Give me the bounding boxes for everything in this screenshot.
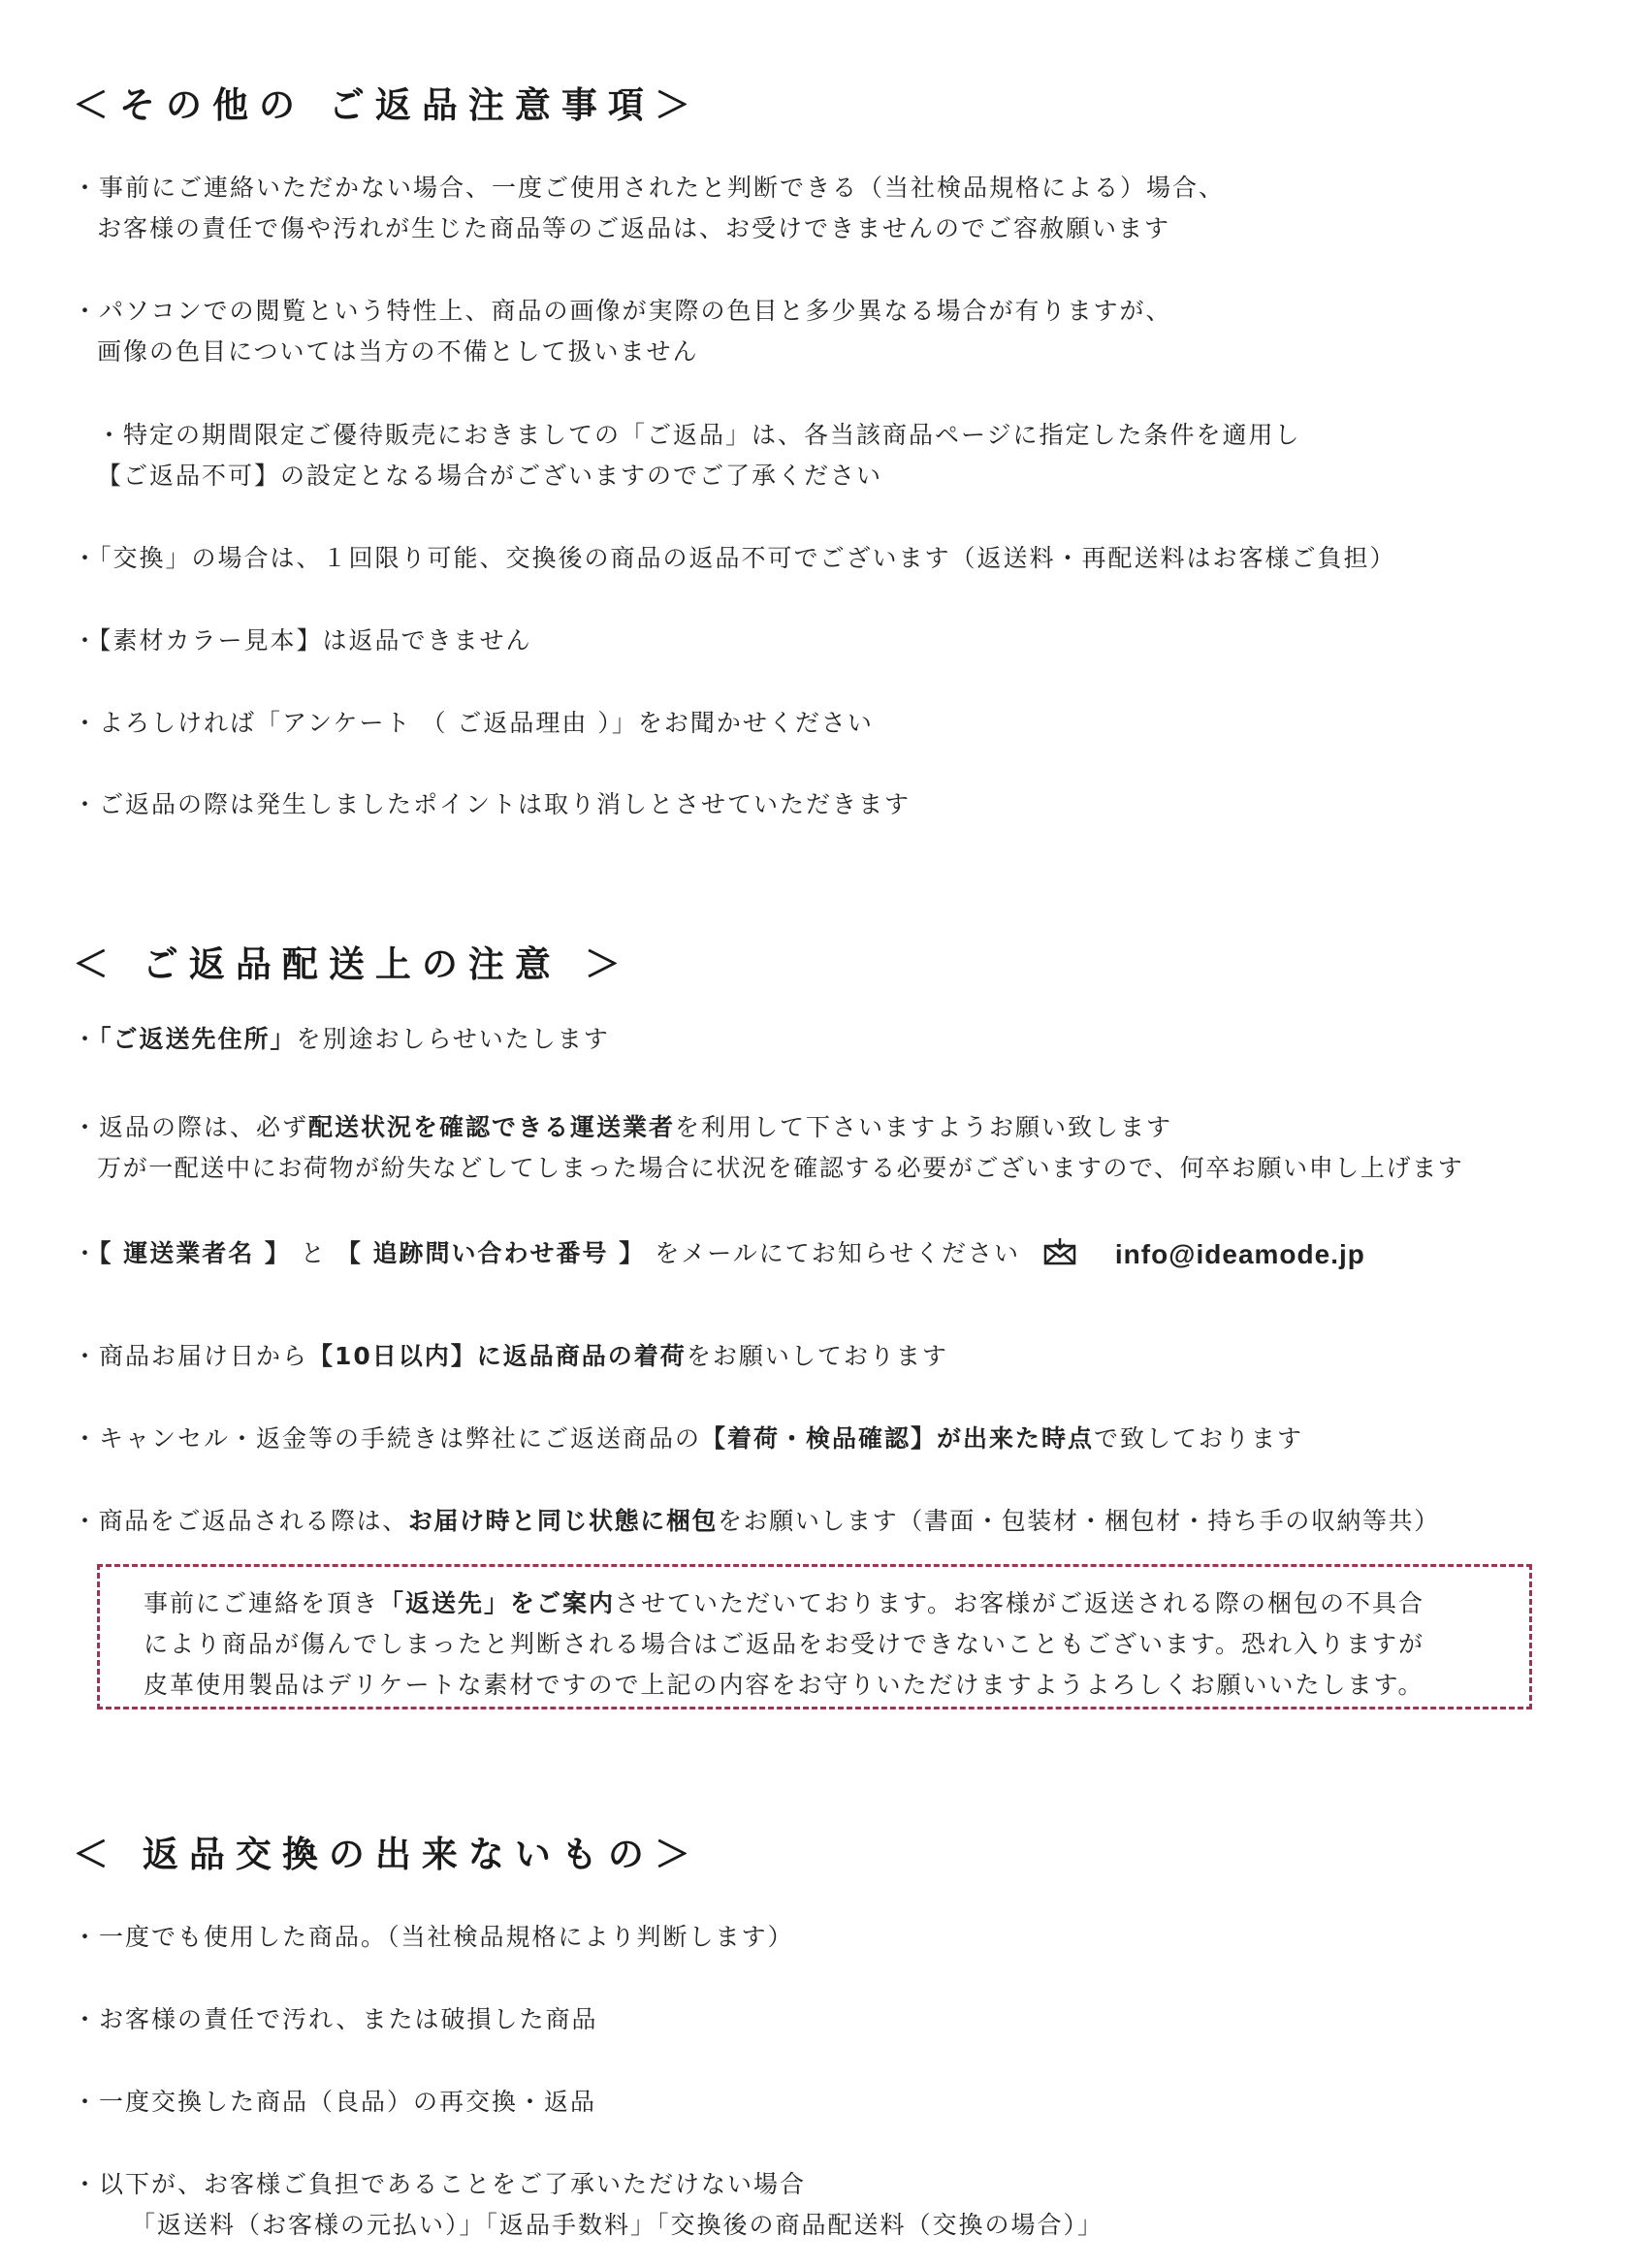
- carrier-line-2: 万が一配送中にお荷物が紛失などしてしまった場合に状況を確認する必要がございますので、何卒お願い申し上げます: [97, 1154, 1464, 1182]
- list-item: 画像の色目については当方の不備として扱いません: [97, 337, 699, 366]
- list-item: ・事前にご連絡いただかない場合、一度ご使用されたと判断できる（当社検品規格による）場合、: [73, 174, 1226, 202]
- carrier-line: ・返品の際は、必ず配送状況を確認できる運送業者を利用して下さいますようお願い致します: [73, 1113, 1173, 1141]
- list-item: 【ご返品不可】の設定となる場合がございますのでご了承ください: [97, 462, 883, 490]
- list-item: ・以下が、お客様ご負担であることをご了承いただけない場合: [73, 2170, 807, 2198]
- packing-notice-box: [97, 1564, 1532, 1709]
- section-heading-other-return-notes: ＜その他の ご返品注意事項＞: [73, 84, 701, 126]
- list-item: ・よろしければ「アンケート （ ご返品理由 ）」をお聞かせください: [73, 709, 874, 737]
- list-item: ・ご返品の際は発生しましたポイントは取り消しとさせていただきます: [73, 790, 912, 818]
- list-item: ・お客様の責任で汚れ、または破損した商品: [73, 2005, 598, 2033]
- notice-line-2: により商品が傷んでしまったと判断される場合はご返品をお受けできないこともございます。恐れ入りますが: [144, 1630, 1425, 1658]
- return-address-line: ・「ご返送先住所」を別途おしらせいたします: [73, 1025, 610, 1053]
- contact-email-link[interactable]: info@ideamode.jp: [1114, 1239, 1365, 1269]
- list-item: ・「交換」の場合は、１回限り可能、交換後の商品の返品不可でございます（返送料・再配送料はお客様ご負担）: [73, 544, 1396, 572]
- section-heading-shipping-notes: ＜ ご返品配送上の注意 ＞: [73, 943, 631, 985]
- packing-instruction-line: ・商品をご返品される際は、お届け時と同じ状態に梱包をお願いします（書面・包装材・梱包材・持ち手の収納等共）: [73, 1507, 1440, 1535]
- refund-procedure-line: ・キャンセル・返金等の手続きは弊社にご返送商品の【着荷・検品確認】が出来た時点で致しております: [73, 1424, 1304, 1453]
- list-item: 「返送料（お客様の元払い）」「返品手数料」「交換後の商品配送料（交換の場合）」: [131, 2211, 1104, 2239]
- envelope-icon: [1043, 1238, 1076, 1271]
- list-item: ・【素材カラー見本】は返品できません: [73, 626, 532, 655]
- notice-line-1: 事前にご連絡を頂き「返送先」をご案内させていただいております。お客様がご返送される際の梱包の不具合: [144, 1589, 1425, 1617]
- list-item: お客様の責任で傷や汚れが生じた商品等のご返品は、お受けできませんのでご容赦願います: [97, 214, 1171, 242]
- arrival-deadline-line: ・商品お届け日から【10日以内】に返品商品の着荷をお願いしております: [73, 1342, 948, 1370]
- list-item: ・パソコンでの閲覧という特性上、商品の画像が実際の色目と多少異なる場合が有りますが、: [73, 297, 1172, 325]
- section-heading-non-returnable: ＜ 返品交換の出来ないもの＞: [73, 1834, 701, 1875]
- mail-instruction-line: ・【 運送業者名 】 と 【 追跡問い合わせ番号 】 をメールにてお知らせください info@ideamode.jp: [73, 1239, 1365, 1269]
- notice-line-3: 皮革使用製品はデリケートな素材ですので上記の内容をお守りいただけますようよろしくお願いいたします。: [144, 1671, 1424, 1699]
- list-item: ・一度交換した商品（良品）の再交換・返品: [73, 2088, 597, 2116]
- list-item: ・一度でも使用した商品。（当社検品規格により判断します）: [73, 1923, 794, 1951]
- list-item: ・特定の期間限定ご優待販売におきましての「ご返品」は、各当該商品ページに指定した条件を適用し: [97, 421, 1301, 449]
